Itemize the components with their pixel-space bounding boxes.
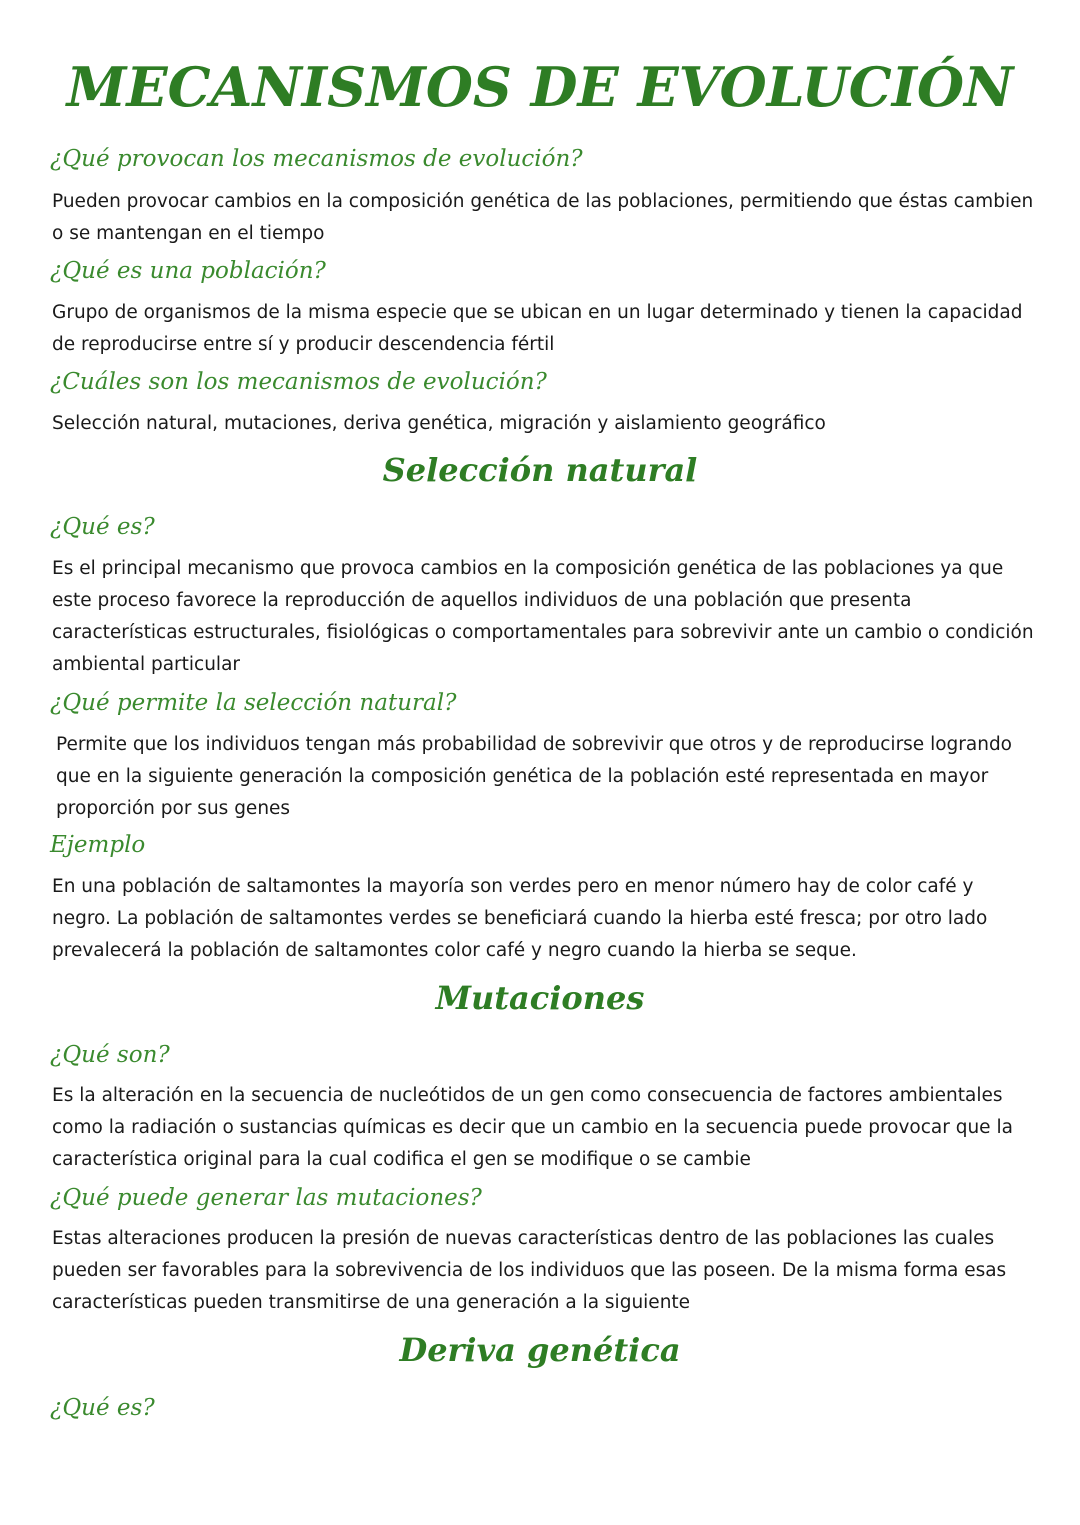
- section-heading-mutaciones: Mutaciones: [435, 979, 645, 1017]
- question-mutaciones-generate: ¿Qué puede generar las mutaciones?: [50, 1185, 482, 1211]
- answer-mutaciones-generate: Estas alteraciones producen la presión de nuevas características dentro de las poblaciones las cuales pueden ser favorables para la sobrevivencia de los individuos que las poseen. De la misma forma esas características pueden transmitirse de una generación a la siguiente: [52, 1228, 1007, 1313]
- answer-which-mechanisms: Selección natural, mutaciones, deriva genética, migración y aislamiento geográfico: [52, 413, 826, 434]
- section-heading-seleccion-natural: Selección natural: [382, 451, 698, 489]
- section-heading-deriva-genetica: Deriva genética: [399, 1331, 681, 1369]
- answer-what-is-population: Grupo de organismos de la misma especie que se ubican en un lugar determinado y tienen la capacidad de reproducirse entre sí y producir descendencia fértil: [52, 302, 1023, 355]
- question-what-is-population: ¿Qué es una población?: [50, 258, 326, 284]
- question-which-mechanisms: ¿Cuáles son los mecanismos de evolución?: [50, 369, 547, 395]
- question-seleccion-permits: ¿Qué permite la selección natural?: [50, 690, 457, 716]
- answer-seleccion-what-is: Es el principal mecanismo que provoca cambios en la composición genética de las poblaciones ya que este proceso favorece la reproducción de aquellos individuos de una población que presenta características estructurales, fisiológicas o comportamentales para sobrevivir ante un cambio o condición ambiental particular: [52, 558, 1034, 675]
- example-text: En una población de saltamontes la mayoría son verdes pero en menor número hay de color café y negro. La población de saltamontes verdes se beneficiará cuando la hierba esté fresca; por otro lado prevalecerá la población de saltamontes color café y negro cuando la hierba se seque.: [52, 876, 988, 961]
- question-what-cause: ¿Qué provocan los mecanismos de evolución?: [50, 146, 583, 172]
- answer-seleccion-permits: Permite que los individuos tengan más probabilidad de sobrevivir que otros y de reproducirse logrando que en la siguiente generación la composición genética de la población esté representada en mayor proporción por sus genes: [56, 734, 1013, 819]
- page-title: MECANISMOS DE EVOLUCIÓN: [66, 55, 1014, 119]
- question-mutaciones-what-are: ¿Qué son?: [50, 1042, 170, 1068]
- question-deriva-what-is: ¿Qué es?: [50, 1395, 155, 1421]
- example-label: Ejemplo: [50, 832, 146, 858]
- question-seleccion-what-is: ¿Qué es?: [50, 514, 155, 540]
- answer-mutaciones-what-are: Es la alteración en la secuencia de nucleótidos de un gen como consecuencia de factores ambientales como la radiación o sustancias químicas es decir que un cambio en la secuencia puede provocar que la característica original para la cual codifica el gen se modifique o se cambie: [52, 1085, 1013, 1170]
- answer-what-cause: Pueden provocar cambios en la composición genética de las poblaciones, permitiendo que éstas cambien o se mantengan en el tiempo: [52, 191, 1034, 244]
